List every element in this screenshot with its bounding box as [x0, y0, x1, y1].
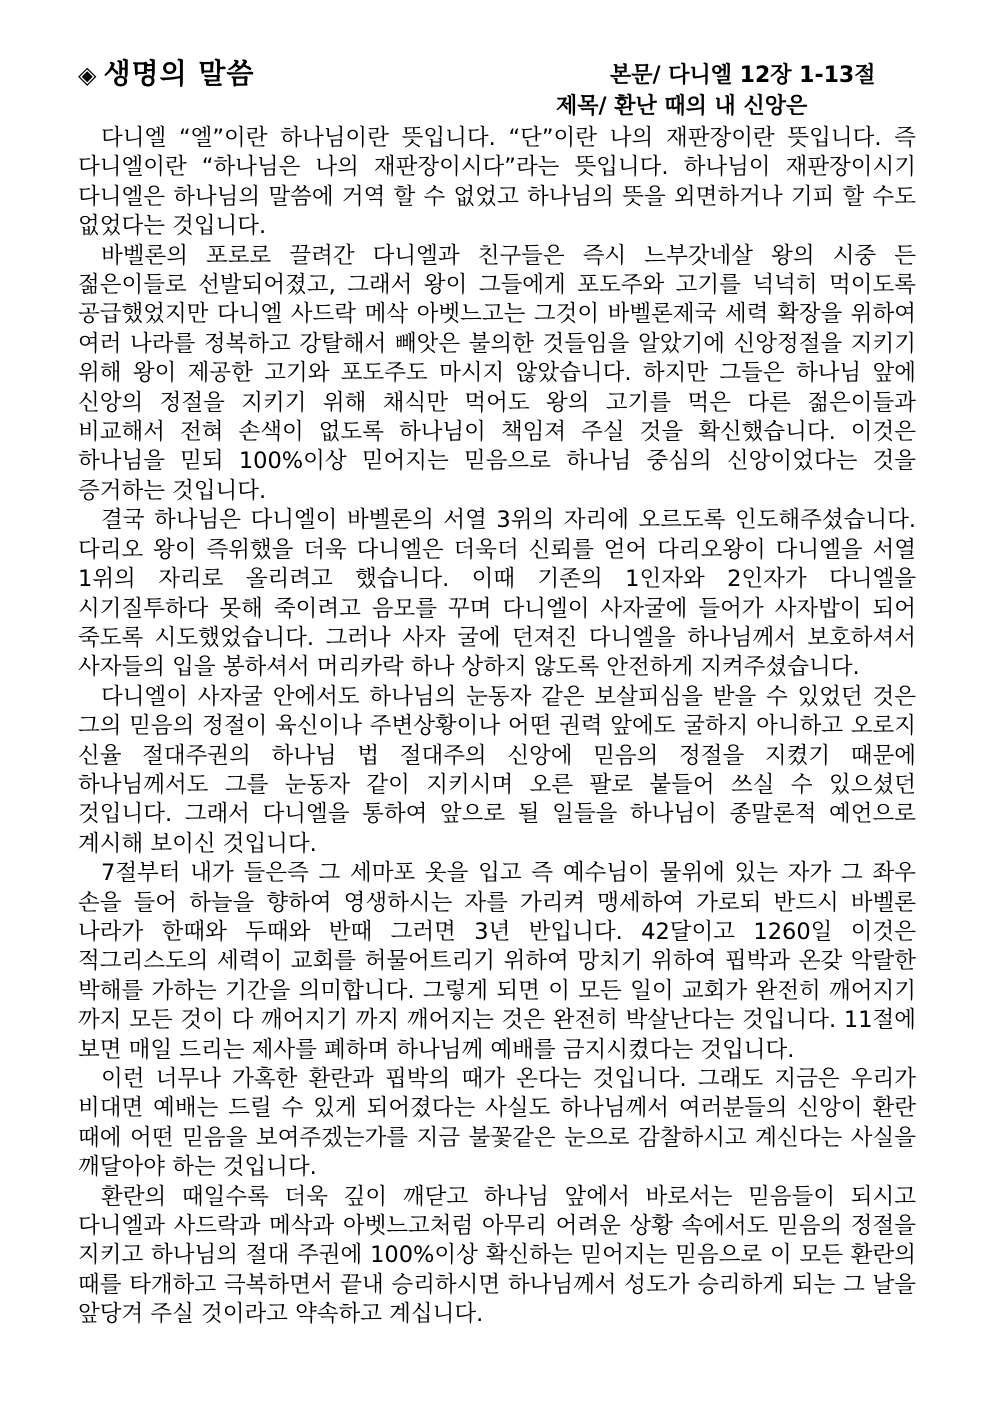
sermon-title-text: 환난 때의 내 신앙은 [614, 94, 808, 119]
paragraph: 결국 하나님은 다니엘이 바벨론의 서열 3위의 자리에 오르도록 인도해주셨습니다. 다리오 왕이 즉위했을 더욱 다니엘은 더욱더 신뢰를 얻어 다리오왕이 다니엘을 서열 1위의 자리로 올리려고 했습니다. 이때 기존의 1인자와 2인자가 다니엘을 시기질투하다 못해 죽이려고 음모를 꾸며 다니엘이 사자굴에 들어가 사자밥이 되어 죽도록 시도했었습니다. 그러나 사자 굴에 던져진 다니엘을 하나님께서 보호하셔서 사자들의 입을 봉하셔서 머리카락 하나 상하지 않도록 안전하게 지켜주셨습니다. [78, 507, 916, 681]
sermon-title [556, 89, 807, 120]
paragraph: 환란의 때일수록 더욱 깊이 깨닫고 하나님 앞에서 바로서는 믿음들이 되시고 다니엘과 사드락과 메삭과 아벳느고처럼 아무리 어려운 상황 속에서도 믿음의 정절을 지키고 하나님의 절대 주권에 100%이상 확신하는 믿어지는 믿음으로 이 모든 환란의 때를 타개하고 극복하면서 끝내 승리하시면 하나님께서 성도가 승리하게 되는 그 날을 앞당겨 주실 것이라고 약속하고 계십니다. [78, 1183, 916, 1328]
section-title [78, 52, 254, 92]
scripture-ref: 다니엘 12장 1-13절 [668, 63, 876, 88]
paragraph: 바벨론의 포로로 끌려간 다니엘과 친구들은 즉시 느부갓네살 왕의 시중 든 젊은이들로 선발되어졌고, 그래서 왕이 그들에게 포도주와 고기를 넉넉히 먹이도록 공급했었지만 다니엘 사드락 메삭 아벳느고는 그것이 바벨론제국 세력 확장을 위하여 여러 나라를 정복하고 강탈해서 빼앗은 불의한 것들임을 알았기에 신앙정절을 지키기 위해 왕이 제공한 고기와 포도주도 마시지 않았습니다. 하지만 그들은 하나님 앞에 신앙의 정절을 지키기 위해 채식만 먹어도 왕의 고기를 먹은 다른 젊은이들과 비교해서 전혀 손색이 없도록 하나님이 책임져 주실 것을 확신했습니다. 이것은 하나님을 믿되 100%이상 믿어지는 믿음으로 하나님 중심의 신앙이었다는 것을 증거하는 것입니다. [78, 242, 916, 504]
scripture-label: 본문/ [610, 63, 661, 88]
scripture-reference [610, 58, 875, 89]
paragraph: 다니엘 “엘”이란 하나님이란 뜻입니다. “단”이란 나의 재판장이란 뜻입니다. 즉 다니엘이란 “하나님은 나의 재판장이시다”라는 뜻입니다. 하나님이 재판장이시기 다니엘은 하나님의 말씀에 거역 할 수 없었고 하나님의 뜻을 외면하거나 기피 할 수도 없었다는 것입니다. [78, 125, 916, 240]
paragraph: 다니엘이 사자굴 안에서도 하나님의 눈동자 같은 보살피심을 받을 수 있었던 것은 그의 믿음의 정절이 육신이나 주변상황이나 어떤 권력 앞에도 굴하지 아니하고 오로지 신율 절대주권의 하나님 법 절대주의 신앙에 믿음의 정절을 지켰기 때문에 하나님께서도 그를 눈동자 같이 지키시며 오른 팔로 붙들어 쓰실 수 있으셨던 것입니다. 그래서 다니엘을 통하여 앞으로 될 일들을 하나님이 종말론적 예언으로 계시해 보이신 것입니다. [78, 683, 916, 857]
paragraph: 이런 너무나 가혹한 환란과 핍박의 때가 온다는 것입니다. 그래도 지금은 우리가 비대면 예배는 드릴 수 있게 되어졌다는 사실도 하나님께서 여러분들의 신앙이 환란 때에 어떤 믿음을 보여주겠는가를 지금 불꽃같은 눈으로 감찰하시고 계신다는 사실을 깨달아야 하는 것입니다. [78, 1066, 916, 1181]
section-title-text: 생명의 말씀 [103, 57, 255, 90]
sermon-title-label: 제목/ [556, 94, 607, 119]
paragraph: 7절부터 내가 들은즉 그 세마포 옷을 입고 즉 예수님이 물위에 있는 자가 그 좌우 손을 들어 하늘을 향하여 영생하시는 자를 가리켜 맹세하여 가로되 반드시 바벨론 나라가 한때와 두때와 반때 그러면 3년 반입니다. 42달이고 1260일 이것은 적그리스도의 세력이 교회를 허물어트리기 위하여 망치기 위하여 핍박과 온갖 악랄한 박해를 가하는 기간을 의미합니다. 그렇게 되면 이 모든 일이 교회가 완전히 깨어지기 까지 모든 것이 다 깨어지기 까지 깨어지는 것은 완전히 박살난다는 것입니다. 11절에 보면 매일 드리는 제사를 폐하며 하나님께 예배를 금지시켰다는 것입니다. [78, 860, 916, 1063]
diamond-bullet-icon: ◈ [78, 61, 98, 89]
sermon-body [78, 124, 916, 1330]
document-header [0, 0, 992, 130]
